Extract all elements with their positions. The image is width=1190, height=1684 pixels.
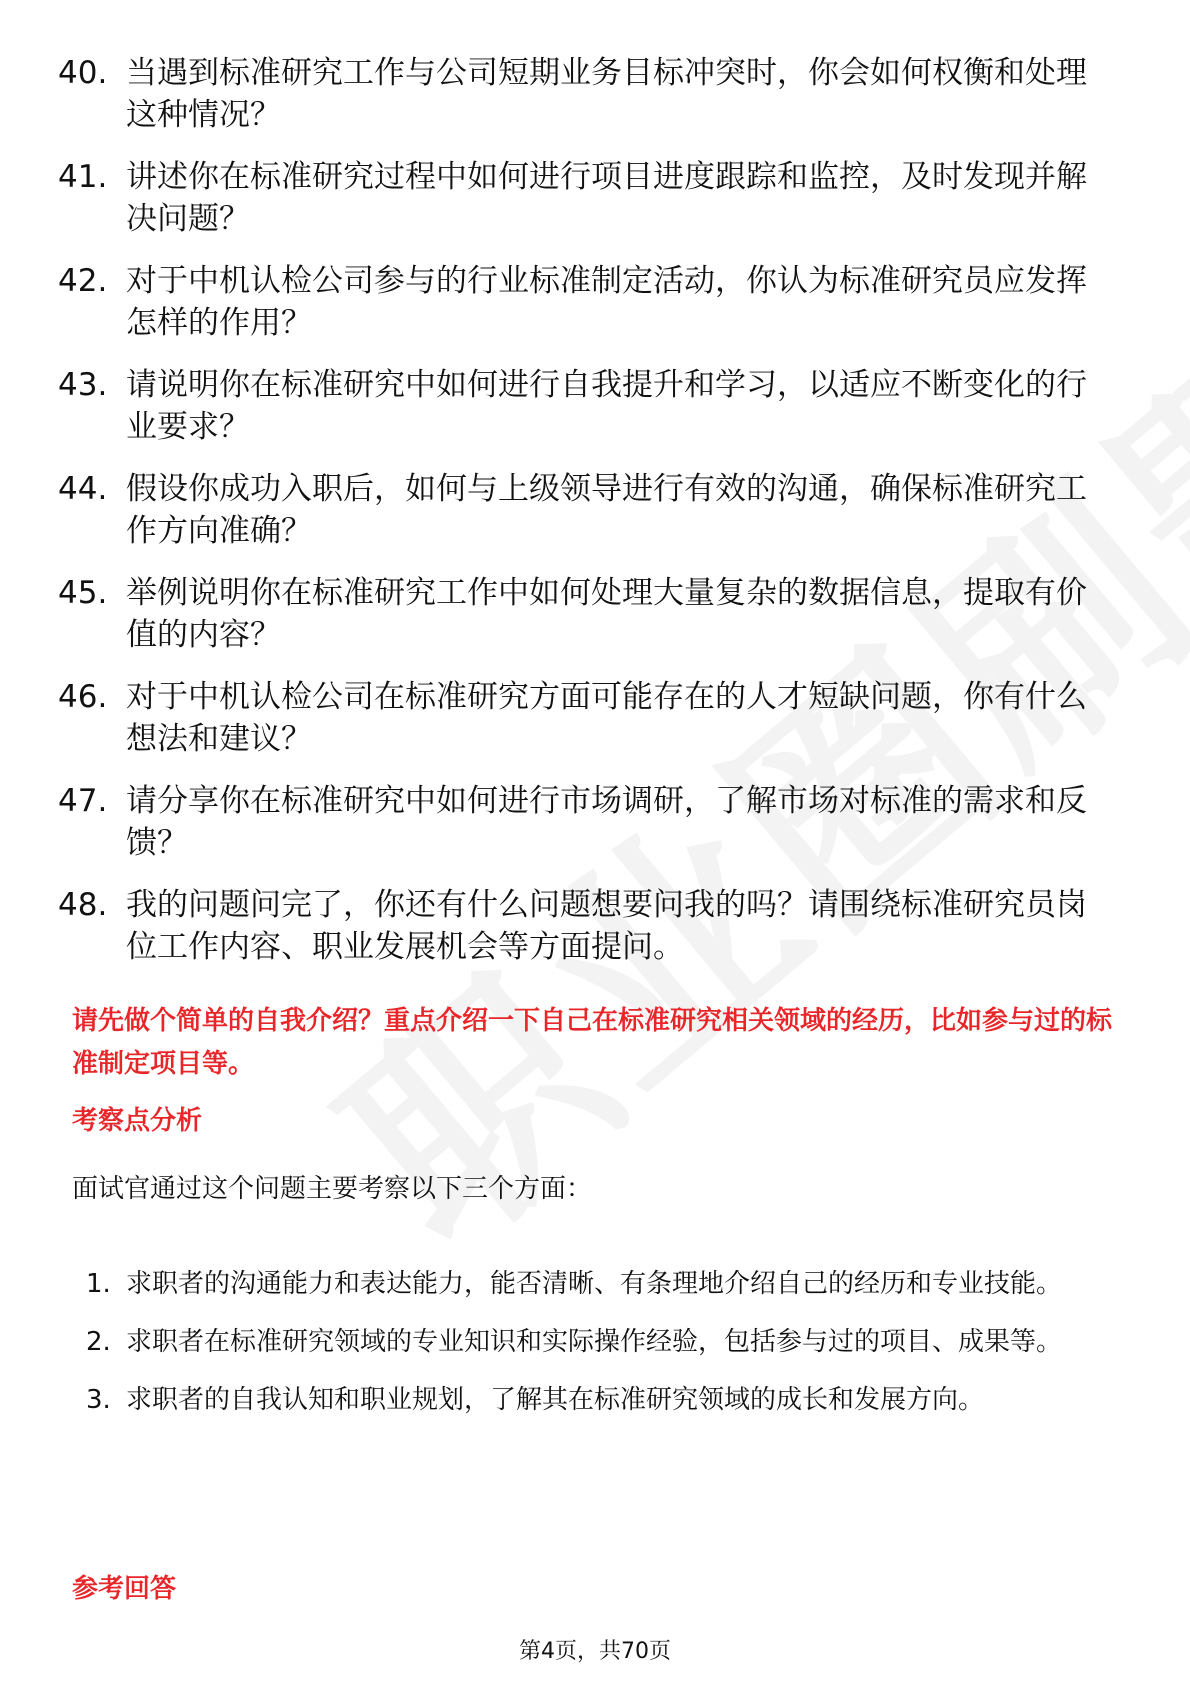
- analysis-point-text: 求职者在标准研究领域的专业知识和实际操作经验，包括参与过的项目、成果等。: [126, 1327, 1063, 1357]
- featured-question: 请先做个简单的自我介绍？重点介绍一下自己在标准研究相关领域的经历，比如参与过的标准制定项目等。: [72, 1006, 1113, 1079]
- question-number: 48.: [58, 887, 108, 923]
- question-number: 46.: [58, 679, 108, 715]
- question-number: 43.: [58, 367, 108, 403]
- question-text: 对于中机认检公司在标准研究方面可能存在的人才短缺问题，你有什么想法和建议？: [126, 679, 1087, 757]
- question-text: 假设你成功入职后，如何与上级领导进行有效的沟通，确保标准研究工作方向准确？: [126, 471, 1087, 549]
- question-item: [0, 884, 1190, 968]
- question-list: [0, 52, 1190, 988]
- question-item: [0, 780, 1190, 864]
- analysis-heading: 考察点分析: [72, 1106, 203, 1136]
- analysis-intro: 面试官通过这个问题主要考察以下三个方面：: [72, 1174, 593, 1204]
- question-item: [0, 156, 1190, 240]
- analysis-point: [0, 1371, 1190, 1429]
- analysis-point-text: 求职者的自我认知和职业规划，了解其在标准研究领域的成长和发展方向。: [126, 1385, 985, 1415]
- reference-answer-heading: 参考回答: [72, 1574, 177, 1604]
- question-item: [0, 468, 1190, 552]
- question-text: 我的问题问完了，你还有什么问题想要问我的吗？请围绕标准研究员岗位工作内容、职业发展机会等方面提问。: [126, 887, 1087, 965]
- question-number: 45.: [58, 575, 108, 611]
- question-number: 42.: [58, 263, 108, 299]
- analysis-point: [0, 1313, 1190, 1371]
- analysis-point: [0, 1255, 1190, 1313]
- question-text: 讲述你在标准研究过程中如何进行项目进度跟踪和监控，及时发现并解决问题？: [126, 159, 1087, 237]
- analysis-point-list: [0, 1255, 1190, 1429]
- analysis-point-number: 3.: [86, 1385, 111, 1415]
- question-text: 当遇到标准研究工作与公司短期业务目标冲突时，你会如何权衡和处理这种情况？: [126, 55, 1087, 133]
- question-text: 请分享你在标准研究中如何进行市场调研，了解市场对标准的需求和反馈？: [126, 783, 1087, 861]
- question-item: [0, 52, 1190, 136]
- analysis-point-number: 2.: [86, 1327, 111, 1357]
- analysis-point-number: 1.: [86, 1269, 111, 1299]
- question-text: 举例说明你在标准研究工作中如何处理大量复杂的数据信息，提取有价值的内容？: [126, 575, 1087, 653]
- question-number: 40.: [58, 55, 108, 91]
- analysis-point-text: 求职者的沟通能力和表达能力，能否清晰、有条理地介绍自己的经历和专业技能。: [126, 1269, 1063, 1299]
- question-number: 44.: [58, 471, 108, 507]
- question-text: 对于中机认检公司参与的行业标准制定活动，你认为标准研究员应发挥怎样的作用？: [126, 263, 1087, 341]
- question-text: 请说明你在标准研究中如何进行自我提升和学习，以适应不断变化的行业要求？: [126, 367, 1087, 445]
- question-item: [0, 572, 1190, 656]
- question-number: 47.: [58, 783, 108, 819]
- question-item: [0, 260, 1190, 344]
- question-item: [0, 676, 1190, 760]
- question-number: 41.: [58, 159, 108, 195]
- question-item: [0, 364, 1190, 448]
- page-footer: 第4页，共70页: [519, 1639, 671, 1664]
